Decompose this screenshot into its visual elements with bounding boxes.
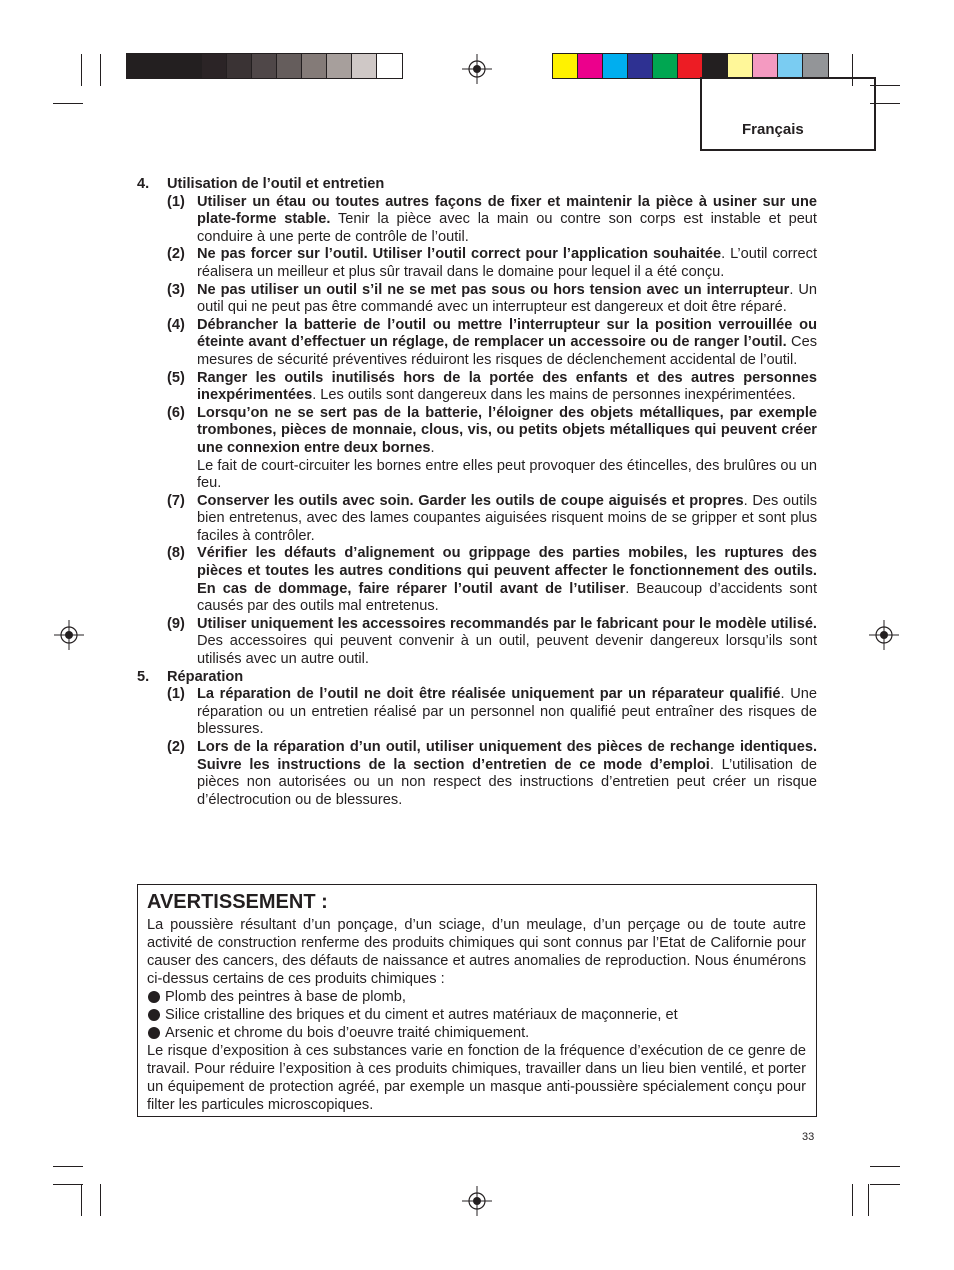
color-swatch	[553, 54, 578, 78]
color-swatch	[703, 54, 728, 78]
item-detail: .	[430, 439, 435, 456]
section-heading	[137, 176, 817, 194]
instruction-item	[167, 282, 817, 317]
warning-outro: Le risque d’exposition à ces substances varie en fonction de la fréquence d’exécution de ce genre de travail. Pour réduire l’exposition à ces produits chimiques, travailler dans un lieu bien ventilé, et porter un équipement de protection agréé, par exemple un masque anti-poussière spécialement conçu pour filter les particules microscopiques.	[147, 1043, 806, 1113]
warning-title: AVERTISSEMENT :	[147, 891, 328, 913]
color-swatch	[753, 54, 778, 78]
item-emphasis: Ne pas utiliser un outil s’il ne se met pas sous ou hors tension avec un interrupteur	[197, 281, 790, 298]
color-swatch	[252, 54, 277, 78]
item-emphasis: Lorsqu’on ne se sert pas de la batterie, l’éloigner des objets métalliques, par exemple trombones, pièces de monnaie, clous, vis, ou petits objets métalliques qui peuvent créer une connexion entre deux bornes	[197, 404, 817, 456]
item-emphasis: La réparation de l’outil ne doit être réalisée uniquement par un réparateur qualifié	[197, 686, 781, 703]
instruction-item	[167, 686, 817, 739]
color-swatch	[628, 54, 653, 78]
registration-mark-icon	[869, 620, 899, 650]
color-swatch	[803, 54, 828, 78]
process-color-bar	[552, 53, 829, 79]
item-detail: . L’utilisation de pièces non autorisées ou un non respect des instructions d’entretien peut créer un risque d’électrocution ou de blessures.	[197, 756, 817, 808]
item-detail: . L’outil correct réalisera un meilleur et plus sûr travail dans le domaine pour lequel il a été conçu.	[197, 246, 817, 280]
item-text	[197, 686, 817, 739]
page-number: 33	[802, 1131, 815, 1143]
bullet-icon	[148, 1009, 160, 1021]
section-number: 5.	[137, 668, 150, 685]
color-swatch	[578, 54, 603, 78]
warning-bullet	[147, 1006, 806, 1024]
safety-instructions	[137, 176, 817, 809]
color-swatch	[277, 54, 302, 78]
instruction-item	[167, 545, 817, 615]
item-number: (3)	[167, 281, 185, 298]
instruction-item	[167, 194, 817, 247]
item-text	[197, 545, 817, 615]
item-detail: . Des outils bien entretenus, avec des lames coupantes aiguisées risquent moins de se gripper et sont plus faciles à contrôler.	[197, 492, 818, 544]
item-detail: Des accessoires qui peuvent convenir à un outil, peuvent devenir dangereux lorsqu’ils sont utilisés avec un autre outil.	[197, 633, 817, 668]
color-swatch	[177, 54, 202, 78]
warning-list	[147, 988, 806, 1042]
item-text	[197, 616, 817, 669]
item-emphasis: Vérifier les défauts d’alignement ou grippage des parties mobiles, les ruptures des pièces et toutes les autres conditions qui peuvent affecter le fonctionnement des outils. En cas de dommage, faire réparer l’outil avant de l’utiliser	[197, 545, 817, 597]
color-swatch	[653, 54, 678, 78]
item-text	[197, 194, 817, 247]
section-title: Réparation	[167, 668, 244, 685]
color-swatch	[327, 54, 352, 78]
color-swatch	[302, 54, 327, 78]
item-detail: . Les outils sont dangereux dans les mains de personnes inexpérimentées.	[312, 387, 796, 404]
color-swatch	[202, 54, 227, 78]
instruction-item	[167, 493, 817, 546]
bullet-text: Plomb des peintres à base de plomb,	[165, 989, 406, 1005]
instruction-item	[167, 317, 817, 370]
item-detail: . Une réparation ou un entretien réalisé par un personnel non qualifié peut entraîner des risques de blessures.	[197, 686, 817, 738]
item-detail: . Beaucoup d’accidents sont causés par des outils mal entretenus.	[197, 580, 817, 615]
language-tab	[700, 77, 876, 151]
registration-mark-icon	[462, 1186, 492, 1216]
item-detail: Ces mesures de sécurité préventives réduiront les risques de déclenchement accidental de l’outil.	[197, 334, 817, 368]
item-number: (9)	[167, 615, 185, 632]
instruction-item	[167, 246, 817, 281]
item-text	[197, 405, 817, 493]
item-number: (2)	[167, 739, 185, 755]
color-swatch	[127, 54, 152, 78]
item-text	[197, 739, 817, 809]
item-detail: . Un outil qui ne peut pas être commandé avec un interrupteur est dangereux et doit être réparé.	[197, 281, 818, 316]
color-swatch	[728, 54, 753, 78]
item-number: (8)	[167, 545, 185, 562]
color-swatch	[603, 54, 628, 78]
instruction-item	[167, 370, 817, 405]
item-text	[197, 246, 817, 281]
registration-mark-icon	[462, 54, 492, 84]
color-swatch	[152, 54, 177, 78]
bullet-icon	[148, 1027, 160, 1039]
item-emphasis: Débrancher la batterie de l’outil ou mettre l’interrupteur sur la position verrouillée ou éteinte avant d’effectuer un réglage, de remplacer un accessoire ou de ranger l’outil.	[197, 316, 817, 351]
item-emphasis: Conserver les outils avec soin. Garder les outils de coupe aiguisés et propres	[197, 492, 744, 509]
warning-box	[137, 884, 817, 1117]
item-text	[197, 370, 817, 405]
color-swatch	[377, 54, 402, 78]
item-emphasis: Ranger les outils inutilisés hors de la portée des enfants et des autres personnes inexpérimentées	[197, 369, 817, 404]
item-text	[197, 493, 817, 546]
color-swatch	[678, 54, 703, 78]
item-number: (7)	[167, 492, 185, 509]
language-label: Français	[742, 121, 804, 138]
warning-bullet	[147, 988, 806, 1006]
item-number: (1)	[167, 193, 185, 210]
item-detail: Tenir la pièce avec la main ou contre son corps est instable et peut conduire à une perte de contrôle de l’outil.	[197, 211, 817, 245]
gray-color-bar	[126, 53, 403, 79]
item-emphasis: Lors de la réparation d’un outil, utiliser uniquement des pièces de rechange identiques. Suivre les instructions de la section d’entretien de ce mode d’emploi	[197, 739, 817, 773]
bullet-text: Arsenic et chrome du bois d’oeuvre traité chimiquement.	[165, 1025, 530, 1041]
item-text	[197, 317, 817, 370]
item-continuation: Le fait de court-circuiter les bornes entre elles peut provoquer des étincelles, des brulûres ou un feu.	[197, 457, 817, 492]
item-number: (2)	[167, 246, 185, 263]
section-number: 4.	[137, 176, 150, 192]
warning-intro: La poussière résultant d’un ponçage, d’un sciage, d’un meulage, d’un perçage ou de toute autre activité de construction renferme des produits chimiques qui sont connus par l’Etat de Californie pour causer des cancers, des défauts de naissance et autres anomalies de reproduction. Nous énumérons ci-dessus certains de ces produits chimiques :	[147, 917, 806, 987]
instruction-item	[167, 405, 817, 493]
item-number: (1)	[167, 686, 185, 703]
section-title: Utilisation de l’outil et entretien	[167, 176, 385, 192]
registration-mark-icon	[54, 620, 84, 650]
item-number: (5)	[167, 369, 185, 386]
item-emphasis: Utiliser uniquement les accessoires recommandés par le fabricant pour le modèle utilisé.	[197, 615, 817, 632]
instruction-item	[167, 739, 817, 809]
item-text	[197, 282, 817, 317]
section-heading	[137, 669, 817, 687]
color-swatch	[352, 54, 377, 78]
item-number: (4)	[167, 316, 185, 333]
instruction-item	[167, 616, 817, 669]
item-emphasis: Utiliser un étau ou toutes autres façons de fixer et maintenir la pièce à usiner sur une plate-forme stable.	[197, 193, 817, 228]
item-emphasis: Ne pas forcer sur l’outil. Utiliser l’outil correct pour l’application souhaitée	[197, 246, 722, 263]
bullet-text: Silice cristalline des briques et du ciment et autres matériaux de maçonnerie, et	[165, 1007, 678, 1023]
item-number: (6)	[167, 404, 185, 421]
warning-bullet	[147, 1024, 806, 1042]
color-swatch	[778, 54, 803, 78]
color-swatch	[227, 54, 252, 78]
bullet-icon	[148, 991, 160, 1003]
